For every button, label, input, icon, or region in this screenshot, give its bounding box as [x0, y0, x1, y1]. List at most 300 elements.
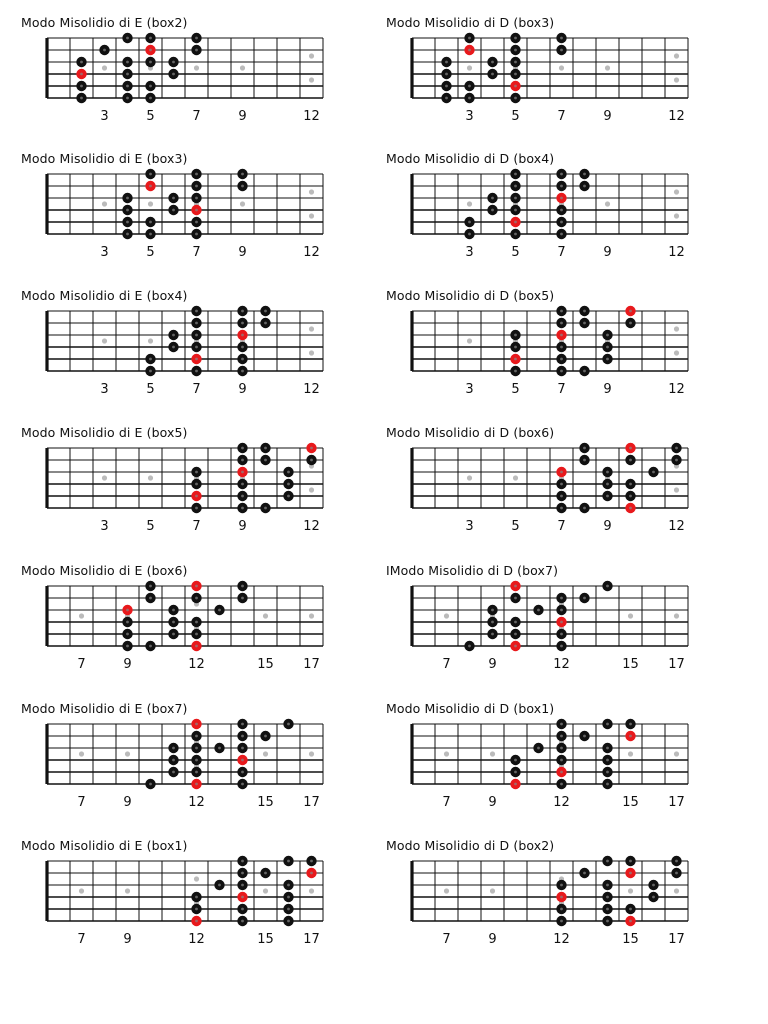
diagram-title: Modo Misolidio di E (box4)	[21, 288, 188, 303]
fret-number-label: 15	[622, 795, 639, 810]
fret-number-label: 15	[257, 657, 274, 672]
note-label-glyph	[264, 310, 267, 313]
note-label-glyph	[560, 358, 563, 361]
note-label-glyph	[606, 783, 609, 786]
fret-inlay	[309, 189, 314, 194]
note-label-glyph	[218, 747, 221, 750]
note-label-glyph	[195, 185, 198, 188]
note-label-glyph	[560, 49, 563, 52]
fret-number-label: 12	[303, 109, 320, 124]
note-label-glyph	[629, 507, 632, 510]
fret-number-label: 12	[553, 932, 570, 947]
note-label-glyph	[606, 723, 609, 726]
note-label-glyph	[195, 173, 198, 176]
diagram-title: IModo Misolidio di D (box7)	[386, 563, 559, 578]
note-label-glyph	[264, 735, 267, 738]
fret-inlay	[194, 876, 199, 881]
fret-inlay	[148, 338, 153, 343]
note-label-glyph	[195, 645, 198, 648]
note-label-glyph	[652, 896, 655, 899]
fret-number-label: 7	[192, 519, 201, 534]
fret-number-label: 7	[192, 382, 201, 397]
fret-number-label: 9	[238, 382, 247, 397]
note-label-glyph	[172, 334, 175, 337]
note-label-glyph	[468, 49, 471, 52]
fret-number-label: 17	[303, 932, 320, 947]
fret-number-label: 12	[188, 932, 205, 947]
note-label-glyph	[514, 585, 517, 588]
note-label-glyph	[606, 346, 609, 349]
fretboard-svg	[386, 154, 686, 266]
fret-number-label: 7	[77, 795, 86, 810]
note-label-glyph	[287, 471, 290, 474]
note-label-glyph	[514, 759, 517, 762]
note-label-glyph	[287, 860, 290, 863]
fret-number-label: 12	[668, 382, 685, 397]
fret-number-label: 3	[465, 245, 474, 260]
fretboard-diagram	[21, 701, 321, 816]
fret-number-label: 9	[603, 109, 612, 124]
note-label-glyph	[514, 221, 517, 224]
note-label-glyph	[514, 621, 517, 624]
note-label-glyph	[560, 597, 563, 600]
note-label-glyph	[652, 471, 655, 474]
fret-inlay	[605, 201, 610, 206]
note-label-glyph	[560, 759, 563, 762]
fret-inlay	[674, 77, 679, 82]
note-label-glyph	[195, 759, 198, 762]
note-label-glyph	[149, 233, 152, 236]
note-label-glyph	[606, 495, 609, 498]
note-label-glyph	[195, 585, 198, 588]
note-label-glyph	[264, 507, 267, 510]
diagram-title: Modo Misolidio di E (box3)	[21, 151, 188, 166]
fretboard-diagram	[386, 563, 686, 678]
note-label-glyph	[241, 735, 244, 738]
note-label-glyph	[514, 73, 517, 76]
note-label-glyph	[241, 346, 244, 349]
fret-inlay	[309, 613, 314, 618]
fret-number-label: 9	[603, 519, 612, 534]
fret-inlay	[309, 213, 314, 218]
note-label-glyph	[195, 920, 198, 923]
fret-number-label: 9	[603, 245, 612, 260]
note-label-glyph	[80, 73, 83, 76]
note-label-glyph	[195, 471, 198, 474]
note-label-glyph	[514, 633, 517, 636]
fret-number-label: 12	[303, 245, 320, 260]
note-label-glyph	[287, 495, 290, 498]
diagram-title: Modo Misolidio di E (box6)	[21, 563, 188, 578]
fret-inlay	[263, 613, 268, 618]
fret-number-label: 17	[303, 657, 320, 672]
fretboard-diagram	[21, 151, 321, 266]
fret-inlay	[674, 487, 679, 492]
note-label-glyph	[537, 609, 540, 612]
note-label-glyph	[172, 747, 175, 750]
note-label-glyph	[149, 185, 152, 188]
note-label-glyph	[241, 783, 244, 786]
fret-inlay	[674, 326, 679, 331]
fret-inlay	[309, 751, 314, 756]
note-label-glyph	[514, 197, 517, 200]
fret-inlay	[628, 751, 633, 756]
diagram-title: Modo Misolidio di E (box1)	[21, 838, 188, 853]
note-label-glyph	[629, 723, 632, 726]
note-label-glyph	[287, 920, 290, 923]
note-label-glyph	[468, 97, 471, 100]
note-label-glyph	[606, 759, 609, 762]
note-label-glyph	[80, 85, 83, 88]
note-label-glyph	[264, 447, 267, 450]
note-label-glyph	[560, 633, 563, 636]
note-label-glyph	[629, 908, 632, 911]
fret-number-label: 9	[238, 109, 247, 124]
fret-inlay	[628, 888, 633, 893]
note-label-glyph	[560, 621, 563, 624]
note-label-glyph	[583, 370, 586, 373]
fret-inlay	[263, 888, 268, 893]
note-label-glyph	[149, 645, 152, 648]
note-label-glyph	[606, 471, 609, 474]
note-label-glyph	[172, 621, 175, 624]
diagram-title: Modo Misolidio di D (box2)	[386, 838, 555, 853]
note-label-glyph	[583, 322, 586, 325]
fretboard-diagram	[386, 838, 686, 953]
note-label-glyph	[629, 920, 632, 923]
fretboard-diagram	[21, 838, 321, 953]
note-label-glyph	[172, 771, 175, 774]
note-label-glyph	[241, 585, 244, 588]
note-label-glyph	[195, 633, 198, 636]
note-label-glyph	[560, 908, 563, 911]
fret-number-label: 9	[603, 382, 612, 397]
note-label-glyph	[445, 97, 448, 100]
fret-inlay	[148, 201, 153, 206]
fret-number-label: 3	[465, 519, 474, 534]
fret-number-label: 15	[257, 932, 274, 947]
fretboard-svg	[21, 704, 321, 816]
note-label-glyph	[195, 370, 198, 373]
note-label-glyph	[287, 896, 290, 899]
note-label-glyph	[514, 233, 517, 236]
note-label-glyph	[149, 221, 152, 224]
fret-inlay	[309, 888, 314, 893]
fret-number-label: 7	[557, 382, 566, 397]
fret-number-label: 9	[123, 795, 132, 810]
fretboard-svg	[21, 428, 321, 540]
fret-inlay	[125, 888, 130, 893]
note-label-glyph	[195, 747, 198, 750]
note-label-glyph	[560, 173, 563, 176]
fret-inlay	[194, 65, 199, 70]
note-label-glyph	[583, 185, 586, 188]
fretboard-svg	[386, 841, 686, 953]
note-label-glyph	[241, 872, 244, 875]
note-label-glyph	[241, 860, 244, 863]
note-label-glyph	[149, 61, 152, 64]
note-label-glyph	[629, 735, 632, 738]
note-label-glyph	[606, 896, 609, 899]
note-label-glyph	[583, 459, 586, 462]
note-label-glyph	[149, 85, 152, 88]
note-label-glyph	[287, 884, 290, 887]
fret-inlay	[444, 613, 449, 618]
fret-number-label: 12	[303, 382, 320, 397]
diagram-title: Modo Misolidio di E (box5)	[21, 425, 188, 440]
fret-inlay	[628, 613, 633, 618]
fret-inlay	[444, 751, 449, 756]
note-label-glyph	[126, 97, 129, 100]
note-label-glyph	[195, 507, 198, 510]
note-label-glyph	[606, 358, 609, 361]
fret-inlay	[674, 213, 679, 218]
note-label-glyph	[560, 209, 563, 212]
note-label-glyph	[241, 370, 244, 373]
note-label-glyph	[629, 860, 632, 863]
note-label-glyph	[468, 37, 471, 40]
fret-inlay	[79, 888, 84, 893]
fret-number-label: 5	[146, 519, 155, 534]
fret-number-label: 12	[553, 657, 570, 672]
note-label-glyph	[241, 322, 244, 325]
note-label-glyph	[560, 471, 563, 474]
note-label-glyph	[126, 61, 129, 64]
note-label-glyph	[675, 872, 678, 875]
note-label-glyph	[514, 358, 517, 361]
fret-number-label: 3	[465, 382, 474, 397]
note-label-glyph	[195, 358, 198, 361]
fret-inlay	[513, 475, 518, 480]
fret-number-label: 12	[668, 245, 685, 260]
note-label-glyph	[241, 483, 244, 486]
note-label-glyph	[241, 920, 244, 923]
note-label-glyph	[241, 173, 244, 176]
note-label-glyph	[675, 459, 678, 462]
fret-number-label: 5	[146, 245, 155, 260]
fret-number-label: 3	[100, 519, 109, 534]
note-label-glyph	[629, 447, 632, 450]
note-label-glyph	[241, 597, 244, 600]
fret-inlay	[674, 53, 679, 58]
note-label-glyph	[491, 73, 494, 76]
note-label-glyph	[491, 621, 494, 624]
note-label-glyph	[606, 860, 609, 863]
note-label-glyph	[195, 37, 198, 40]
note-label-glyph	[126, 209, 129, 212]
note-label-glyph	[149, 49, 152, 52]
note-label-glyph	[241, 447, 244, 450]
note-label-glyph	[491, 209, 494, 212]
fret-inlay	[467, 475, 472, 480]
note-label-glyph	[241, 310, 244, 313]
note-label-glyph	[103, 49, 106, 52]
note-label-glyph	[195, 49, 198, 52]
fret-inlay	[102, 201, 107, 206]
note-label-glyph	[445, 73, 448, 76]
fret-inlay	[102, 475, 107, 480]
note-label-glyph	[629, 459, 632, 462]
note-label-glyph	[287, 908, 290, 911]
fretboard-diagram	[21, 288, 321, 403]
diagram-title: Modo Misolidio di E (box7)	[21, 701, 188, 716]
note-label-glyph	[195, 597, 198, 600]
fret-inlay	[102, 65, 107, 70]
note-label-glyph	[583, 447, 586, 450]
fret-inlay	[309, 326, 314, 331]
note-label-glyph	[195, 346, 198, 349]
note-label-glyph	[149, 358, 152, 361]
note-label-glyph	[514, 209, 517, 212]
note-label-glyph	[195, 209, 198, 212]
note-label-glyph	[560, 346, 563, 349]
note-label-glyph	[468, 233, 471, 236]
note-label-glyph	[264, 872, 267, 875]
fretboard-svg	[386, 291, 686, 403]
fret-number-label: 5	[511, 245, 520, 260]
fret-inlay	[559, 65, 564, 70]
note-label-glyph	[241, 908, 244, 911]
note-label-glyph	[629, 872, 632, 875]
note-label-glyph	[560, 884, 563, 887]
fret-number-label: 9	[488, 795, 497, 810]
fret-number-label: 7	[77, 932, 86, 947]
note-label-glyph	[195, 723, 198, 726]
fret-inlay	[148, 475, 153, 480]
note-label-glyph	[560, 322, 563, 325]
note-label-glyph	[195, 197, 198, 200]
fretboard-svg	[21, 841, 321, 953]
fret-inlay	[79, 751, 84, 756]
note-label-glyph	[606, 908, 609, 911]
fret-number-label: 7	[442, 932, 451, 947]
note-label-glyph	[468, 221, 471, 224]
fretboard-diagram	[21, 425, 321, 540]
note-label-glyph	[560, 920, 563, 923]
fret-number-label: 5	[511, 382, 520, 397]
diagram-title: Modo Misolidio di D (box5)	[386, 288, 555, 303]
note-label-glyph	[287, 483, 290, 486]
fretboard-svg	[386, 428, 686, 540]
note-label-glyph	[468, 85, 471, 88]
note-label-glyph	[560, 233, 563, 236]
fretboard-svg	[21, 154, 321, 266]
note-label-glyph	[514, 771, 517, 774]
fret-number-label: 15	[257, 795, 274, 810]
note-label-glyph	[560, 495, 563, 498]
note-label-glyph	[149, 37, 152, 40]
note-label-glyph	[126, 37, 129, 40]
note-label-glyph	[241, 358, 244, 361]
fret-number-label: 17	[303, 795, 320, 810]
fret-inlay	[674, 613, 679, 618]
note-label-glyph	[195, 322, 198, 325]
note-label-glyph	[126, 221, 129, 224]
note-label-glyph	[514, 346, 517, 349]
fret-inlay	[674, 751, 679, 756]
note-label-glyph	[126, 633, 129, 636]
note-label-glyph	[241, 723, 244, 726]
note-label-glyph	[310, 872, 313, 875]
fretboard-svg	[21, 18, 321, 130]
note-label-glyph	[149, 370, 152, 373]
note-label-glyph	[149, 97, 152, 100]
note-label-glyph	[514, 185, 517, 188]
note-label-glyph	[606, 483, 609, 486]
note-label-glyph	[195, 896, 198, 899]
note-label-glyph	[195, 621, 198, 624]
fret-number-label: 3	[465, 109, 474, 124]
note-label-glyph	[606, 920, 609, 923]
fret-inlay	[240, 201, 245, 206]
note-label-glyph	[560, 37, 563, 40]
note-label-glyph	[560, 507, 563, 510]
fret-number-label: 15	[622, 657, 639, 672]
note-label-glyph	[195, 735, 198, 738]
fret-number-label: 3	[100, 382, 109, 397]
fret-inlay	[605, 65, 610, 70]
note-label-glyph	[468, 645, 471, 648]
fret-inlay	[309, 77, 314, 82]
note-label-glyph	[560, 310, 563, 313]
note-label-glyph	[241, 884, 244, 887]
note-label-glyph	[560, 483, 563, 486]
fret-inlay	[125, 751, 130, 756]
note-label-glyph	[195, 334, 198, 337]
fret-inlay	[490, 751, 495, 756]
note-label-glyph	[514, 597, 517, 600]
note-label-glyph	[287, 723, 290, 726]
note-label-glyph	[583, 735, 586, 738]
fret-inlay	[102, 338, 107, 343]
diagram-title: Modo Misolidio di D (box3)	[386, 15, 555, 30]
fret-number-label: 12	[188, 795, 205, 810]
note-label-glyph	[491, 609, 494, 612]
note-label-glyph	[514, 645, 517, 648]
fretboard-diagram	[21, 563, 321, 678]
note-label-glyph	[310, 459, 313, 462]
note-label-glyph	[560, 645, 563, 648]
note-label-glyph	[514, 173, 517, 176]
note-label-glyph	[241, 459, 244, 462]
fret-inlay	[467, 201, 472, 206]
note-label-glyph	[80, 61, 83, 64]
note-label-glyph	[172, 197, 175, 200]
note-label-glyph	[491, 633, 494, 636]
fret-inlay	[309, 487, 314, 492]
note-label-glyph	[606, 747, 609, 750]
fret-inlay	[467, 65, 472, 70]
fret-number-label: 9	[123, 657, 132, 672]
note-label-glyph	[310, 860, 313, 863]
note-label-glyph	[629, 495, 632, 498]
diagram-title: Modo Misolidio di D (box4)	[386, 151, 555, 166]
note-label-glyph	[652, 884, 655, 887]
note-label-glyph	[445, 85, 448, 88]
fret-number-label: 9	[123, 932, 132, 947]
note-label-glyph	[491, 197, 494, 200]
note-label-glyph	[264, 459, 267, 462]
note-label-glyph	[606, 334, 609, 337]
fret-number-label: 12	[668, 519, 685, 534]
fret-number-label: 3	[100, 245, 109, 260]
fretboard-diagram	[386, 701, 686, 816]
note-label-glyph	[241, 896, 244, 899]
fret-number-label: 9	[488, 657, 497, 672]
note-label-glyph	[172, 73, 175, 76]
fret-number-label: 5	[146, 382, 155, 397]
note-label-glyph	[126, 621, 129, 624]
